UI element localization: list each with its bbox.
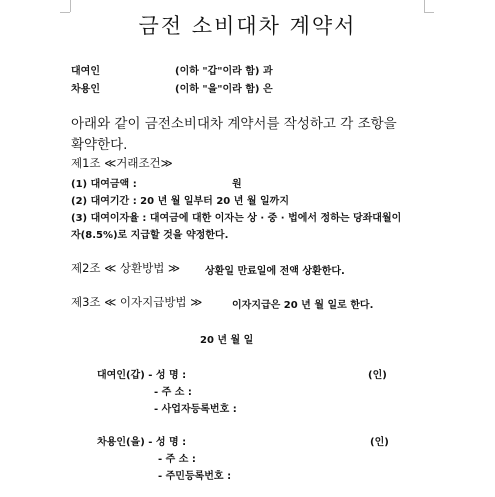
borrower-label: 차용인 <box>71 84 100 95</box>
article-1-item-1-unit: 원 <box>232 179 242 190</box>
article-2-heading: 제2조 ≪ 상환방법 ≫ <box>71 261 181 275</box>
contract-date: 20 년 월 일 <box>200 335 254 346</box>
lender-address-line: - 주 소 : <box>154 387 192 398</box>
lender-label: 대여인 <box>71 66 100 77</box>
borrower-seal: (인) <box>370 437 389 448</box>
article-1-heading: 제1조 ≪거래조건≫ <box>71 156 173 170</box>
document-title: 금전 소비대차 계약서 <box>138 14 357 38</box>
intro-line-1: 아래와 같이 금전소비대차 계약서를 작성하고 각 조항을 <box>71 116 397 132</box>
borrower-name-line: 차용인(을) - 성 명 : <box>97 437 187 448</box>
article-1-item-2: (2) 대여기간 : 20 년 월 일부터 20 년 월 일까지 <box>71 196 289 207</box>
lender-alias: (이하 "갑"이라 함) 과 <box>175 66 273 77</box>
article-1-item-3-line-2: 자(8.5%)로 지급할 것을 약정한다. <box>71 230 229 241</box>
borrower-address-line: - 주 소 : <box>158 454 196 465</box>
article-3-heading: 제3조 ≪ 이자지급방법 ≫ <box>71 295 203 309</box>
lender-business-number-line: - 사업자등록번호 : <box>154 404 237 415</box>
article-2-text: 상환일 만료일에 전액 상환한다. <box>205 266 345 277</box>
borrower-resident-number-line: - 주민등록번호 : <box>158 471 232 482</box>
lender-seal: (인) <box>368 370 387 381</box>
borrower-alias: (이하 "을"이라 함) 은 <box>175 84 273 95</box>
article-3-text: 이자지급은 20 년 월 일로 한다. <box>232 300 374 311</box>
article-1-item-1-label: (1) 대여금액 : <box>71 179 137 190</box>
intro-line-2: 확약한다. <box>71 137 128 153</box>
lender-name-line: 대여인(갑) - 성 명 : <box>97 370 187 381</box>
article-1-item-3-line-1: (3) 대여이자율 : 대여금에 대한 이자는 상 · 중 · 법에서 정하는 당좌대월이 <box>71 213 402 224</box>
